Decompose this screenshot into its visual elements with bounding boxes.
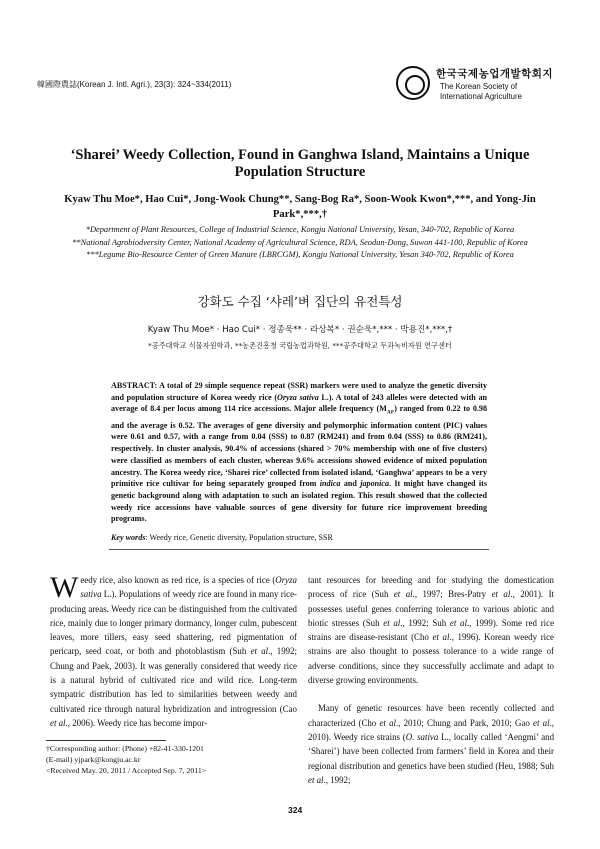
abstract-indica: indica — [319, 479, 341, 489]
body-etal: et al — [50, 717, 66, 728]
body-text: ., 1992; Suh — [400, 617, 450, 628]
body-text: ., 2010). Weedy rice strains ( — [308, 717, 554, 742]
body-paragraph — [308, 701, 554, 787]
body-text: ., 1992; — [323, 774, 351, 785]
body-etal: et al — [533, 717, 550, 728]
abstract-text: . It might have changed its genetic background along with adaptation to such an isolated region. This result showed that the collected weedy rice accessions have valuable sources of gene diversity for future rice improvement breeding programs. — [111, 479, 487, 524]
article-title: ‘Sharei’ Weedy Collection, Found in Ganghwa Island, Maintains a Unique Population Structure — [70, 147, 530, 180]
body-etal: et al — [393, 589, 413, 600]
keywords-label: Key words — [111, 533, 146, 542]
footnotes — [46, 743, 306, 777]
footnote-corresponding: †Corresponding author: (Phone) +82-41-330-1201 — [46, 744, 204, 753]
body-text: Many of genetic resources have been recently collected and characterized (Cho — [308, 703, 554, 728]
abstract-text: and — [340, 479, 361, 489]
abstract-text: ) ranged from 0.22 to 0.98 and the average is 0.52. The averages of gene diversity and polymorphic information content (PIC) values were 0.61 and 0.57, with a range from 0.04 (SSS) to 0.87 (RM241) and from 0.04 (SSS) to 0.86 (RM241), respectively. In cluster analysis, 90.4% of accessions (shared > 70% membership with one of five clusters) were classified as members of each cluster, whereas 9.6% accessions showed evidence of mixed population ancestry. The Korea weedy rice, ‘Sharei rice’ collected from isolated island, ‘Ganghwa’ appears to be a very primitive rice cultivar for being separately grouped from — [111, 404, 487, 489]
abstract-text: L.). A total of 243 alleles were detected with an average of 8.4 per locus among 114 rice accessions. Major allele frequency (M — [111, 392, 487, 414]
body-text: eedy rice, also known as red rice, is a species of rice ( — [80, 575, 276, 585]
society-name-en: The Korean Society of International Agriculture — [440, 82, 522, 101]
abstract — [111, 380, 487, 525]
keywords-divider — [109, 549, 489, 550]
abstract-japonica: japonica — [360, 479, 390, 489]
abstract-text: A total of 29 simple sequence repeat (SSR) markers were used to analyze the genetic diversity and population structure of Korea weedy rice ( — [111, 381, 487, 402]
body-etal: et al — [383, 617, 401, 628]
body-etal: et al — [432, 632, 450, 643]
society-logo-icon — [396, 66, 430, 100]
keywords — [111, 533, 487, 542]
body-species: O. sativa — [405, 731, 439, 742]
affiliation-1: *Department of Plant Resources, College of Industrial Science, Kongju National University, Yesan, 340-702, Republic of Korea — [85, 225, 515, 234]
body-text: tant resources for breeding and for studying the domestication process of rice (Suh — [308, 575, 554, 600]
body-text: L., locally called ‘Aengmi’ and ‘Sharei’) have been collected from farmers’ field in Korea and their regional distribution and genetics have been studied (Heu, 1988; Suh — [308, 731, 555, 771]
body-etal: et al — [491, 589, 511, 600]
body-species: Oryza sativa — [80, 575, 297, 600]
article-affiliations — [44, 224, 556, 262]
body-etal: et al — [308, 774, 324, 785]
abstract-species: Oryza sativa — [277, 392, 319, 402]
drop-cap: W — [50, 571, 79, 604]
body-text: ., 1997; Bres-Patry — [412, 589, 492, 600]
page-number: 324 — [288, 805, 303, 815]
society-name-ko: 한국국제농업개발학회지 — [436, 68, 554, 80]
body-text: ., 1992; Chung and Paek, 2003). It was generally considered that weedy rice is a natural hybrid of cultivated rice and wild rice. Long-term sympatric distribution has led to similarities between weedy and cultivated rice through natural hybridization and introgression (Cao — [50, 646, 298, 714]
abstract-subscript: AF — [386, 410, 395, 417]
body-paragraph — [308, 573, 554, 687]
body-text: ., 2006). Weedy rice has become impor- — [65, 717, 208, 728]
affiliation-3: ***Legume Bio-Resource Center of Green Manure (LBRCGM), Kongju National University, Yesan 340-702, Republic of Korea — [86, 250, 514, 259]
body-etal: et al — [250, 646, 269, 657]
body-etal: et al — [379, 717, 396, 728]
article-authors-ko: Kyaw Thu Moe* · Hao Cui* · 정종욱** · 라상복* · 권순욱*,*** · 박용진*,***,† — [147, 325, 453, 335]
footnote-email: (E-mail) yjpark@kongju.ac.kr — [46, 755, 141, 765]
body-text: ., 2001). It possesses useful genes conferring tolerance to various abiotic and biotic stresses (Suh — [308, 589, 555, 628]
journal-citation: 韓國際農誌(Korean J. Intl. Agri.), 23(3): 324~334(2011) — [37, 80, 232, 89]
article-authors: Kyaw Thu Moe*, Hao Cui*, Jong-Wook Chung**, Sang-Bog Ra*, Soon-Wook Kwon*,***, and Yong-Jin Park*,***,† — [64, 194, 536, 220]
keywords-text: : Weedy rice, Genetic diversity, Population structure, SSR — [145, 533, 333, 542]
body-column-left — [50, 573, 297, 730]
article-title-ko: 강화도 수집 ‘샤레’벼 집단의 유전특성 — [197, 294, 403, 309]
article-affiliations-ko: *공주대학교 식물자원학과, **농촌진흥청 국립농업과학원, ***공주대학교 두과녹비자원 연구센터 — [148, 341, 452, 350]
footnote-divider — [46, 740, 166, 741]
body-text: L.). Populations of weedy rice are found in many rice-producing areas. Weedy rice can be distinguished from the cultivated rice, mainly due to longer primary dormancy, longer culm, pubescent leaves, more tillers, easy seed shattering, red pigmentation of pericarp, seed coat, or both and photoblastism (Suh — [50, 589, 297, 657]
body-etal: et al — [449, 617, 467, 628]
body-text: ., 2010; Chung and Park, 2010; Gao — [395, 717, 534, 728]
body-column-right — [308, 573, 554, 787]
abstract-label: ABSTRACT: — [111, 381, 158, 390]
body-text: ., 1996). Korean weedy rice strains are also thought to possess tolerance to a wide range of adverse conditions, since they successfully acclimate and adapt to diverse growing environments. — [308, 632, 554, 686]
affiliation-2: **National Agrobiodversity Center, National Academy of Agricultural Science, RDA, Seodun-Dong, Suwon 441-100, Republic of Korea — [72, 237, 528, 247]
body-text: ., 1999). Some red rice strains are disease-resistant (Cho — [308, 617, 555, 643]
footnote-received: <Received May. 20, 2011 / Accepted Sep. 7, 2011> — [46, 766, 207, 776]
